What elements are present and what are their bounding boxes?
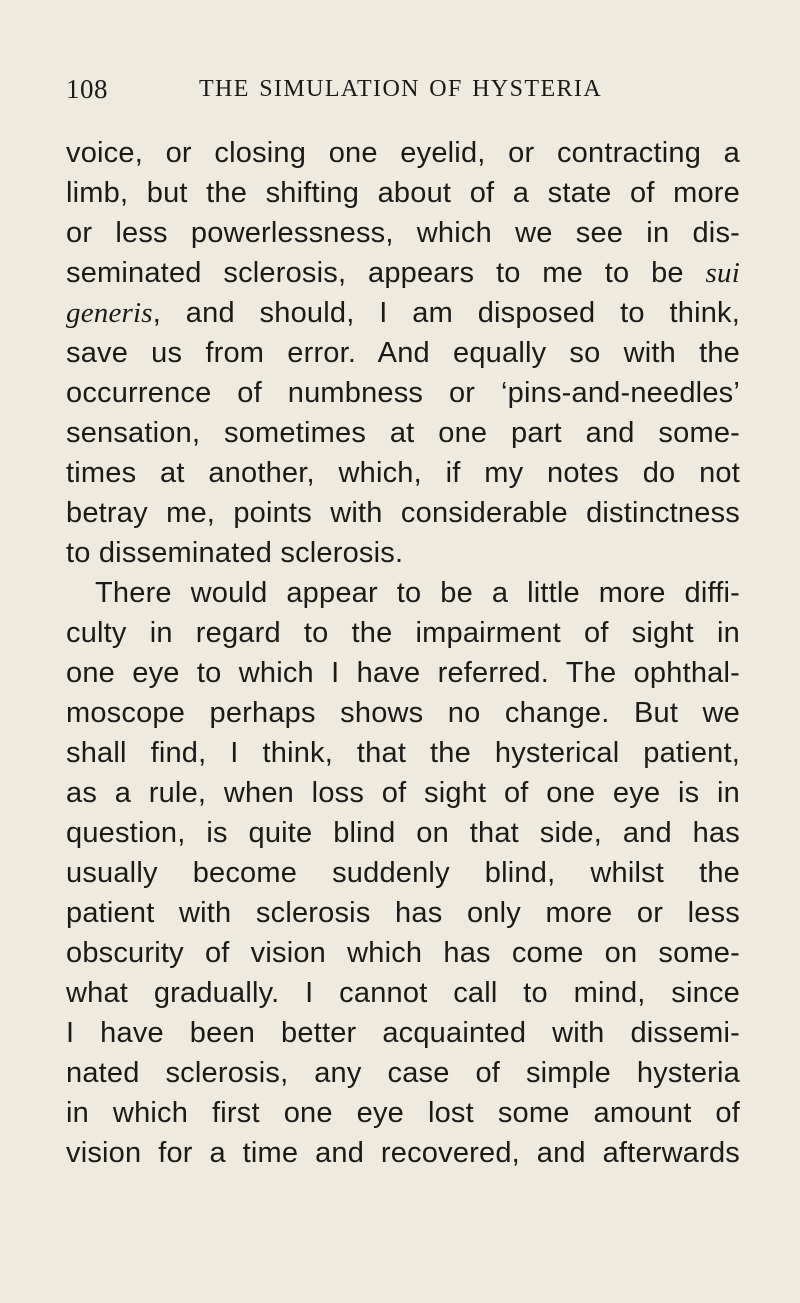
- text-line: I have been better acquainted with dissemi-: [66, 1017, 740, 1049]
- text-line: in which first one eye lost some amount of: [66, 1097, 740, 1129]
- text-line: [66, 253, 740, 293]
- italic-term: generis: [66, 297, 153, 329]
- text-line: culty in regard to the impairment of sight in: [66, 617, 740, 649]
- text-line: what gradually. I cannot call to mind, since: [66, 977, 740, 1009]
- text-line: to disseminated sclerosis.: [66, 537, 404, 569]
- text-line: There would appear to be a little more diffi-: [95, 577, 740, 609]
- body-text: [66, 133, 740, 1173]
- text-line: betray me, points with considerable distinctness: [66, 497, 740, 529]
- text-line: obscurity of vision which has come on some-: [66, 937, 740, 969]
- text-line: limb, but the shifting about of a state of more: [66, 177, 740, 209]
- italic-term: sui: [705, 257, 740, 289]
- text-line: occurrence of numbness or ‘pins-and-needles’: [66, 377, 740, 409]
- text-line: as a rule, when loss of sight of one eye is in: [66, 777, 740, 809]
- running-head: [66, 72, 736, 106]
- text-line: voice, or closing one eyelid, or contracting a: [66, 137, 740, 169]
- text-line: or less powerlessness, which we see in dis-: [66, 217, 740, 249]
- running-title: THE SIMULATION OF HYSTERIA: [199, 76, 603, 102]
- text-line: one eye to which I have referred. The ophthal-: [66, 657, 740, 689]
- text-line: usually become suddenly blind, whilst the: [66, 857, 740, 889]
- text-line: question, is quite blind on that side, and has: [66, 817, 740, 849]
- text-fragment: , and should, I am disposed to think,: [152, 297, 740, 329]
- page-number: 108: [66, 74, 108, 104]
- text-fragment: seminated sclerosis, appears to me to be: [66, 257, 706, 289]
- text-line: patient with sclerosis has only more or less: [66, 897, 740, 929]
- text-line: [66, 293, 740, 333]
- text-line: moscope perhaps shows no change. But we: [66, 697, 740, 729]
- text-line: shall find, I think, that the hysterical patient,: [66, 737, 740, 769]
- text-line: vision for a time and recovered, and afterwards: [66, 1137, 740, 1169]
- text-line: nated sclerosis, any case of simple hysteria: [66, 1057, 740, 1089]
- text-line: save us from error. And equally so with the: [66, 337, 740, 369]
- text-line: times at another, which, if my notes do not: [66, 457, 740, 489]
- text-line: sensation, sometimes at one part and some-: [66, 417, 740, 449]
